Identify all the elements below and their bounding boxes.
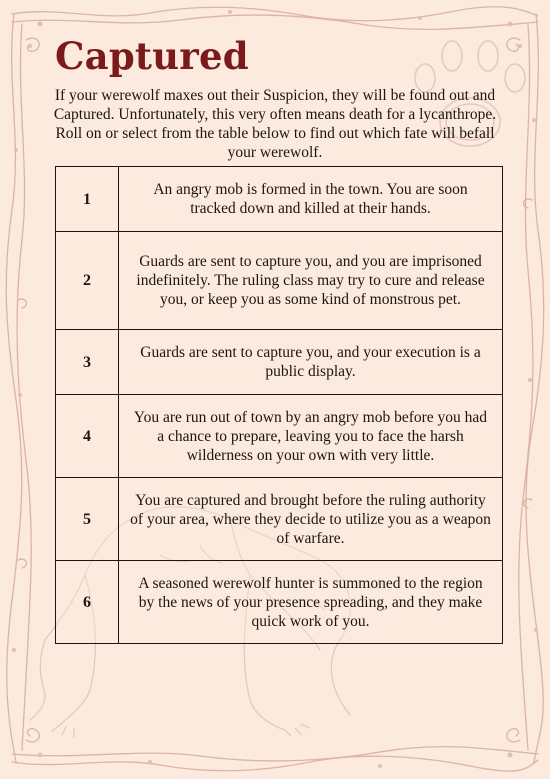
roll-number: 4 <box>56 395 119 478</box>
roll-number: 3 <box>56 330 119 395</box>
table-row <box>56 561 503 644</box>
fate-description: You are captured and brought before the ruling authority of your area, where they decide to utilize you as a weapon of warfare. <box>119 478 503 561</box>
roll-number: 5 <box>56 478 119 561</box>
roll-number: 1 <box>56 167 119 232</box>
fate-description: Guards are sent to capture you, and you are imprisoned indefinitely. The ruling class may try to cure and release you, or keep you as some kind of monstrous pet. <box>119 232 503 330</box>
page-title: Captured <box>55 34 249 78</box>
fate-table <box>55 166 503 644</box>
intro-paragraph: If your werewolf maxes out their Suspicion, they will be found out and Captured. Unfortunately, this very often means death for a lycanthrope. Roll on or select from the table below to find out which fate will befall your werewolf. <box>53 87 497 161</box>
fate-description: An angry mob is formed in the town. You are soon tracked down and killed at their hands. <box>119 167 503 232</box>
fate-description: Guards are sent to capture you, and your execution is a public display. <box>119 330 503 395</box>
table-row <box>56 232 503 330</box>
table-row <box>56 478 503 561</box>
roll-number: 2 <box>56 232 119 330</box>
table-row <box>56 167 503 232</box>
fate-description: You are run out of town by an angry mob before you had a chance to prepare, leaving you to face the harsh wilderness on your own with very little. <box>119 395 503 478</box>
table-row <box>56 330 503 395</box>
roll-number: 6 <box>56 561 119 644</box>
fate-description: A seasoned werewolf hunter is summoned to the region by the news of your presence spreading, and they make quick work of you. <box>119 561 503 644</box>
table-row <box>56 395 503 478</box>
